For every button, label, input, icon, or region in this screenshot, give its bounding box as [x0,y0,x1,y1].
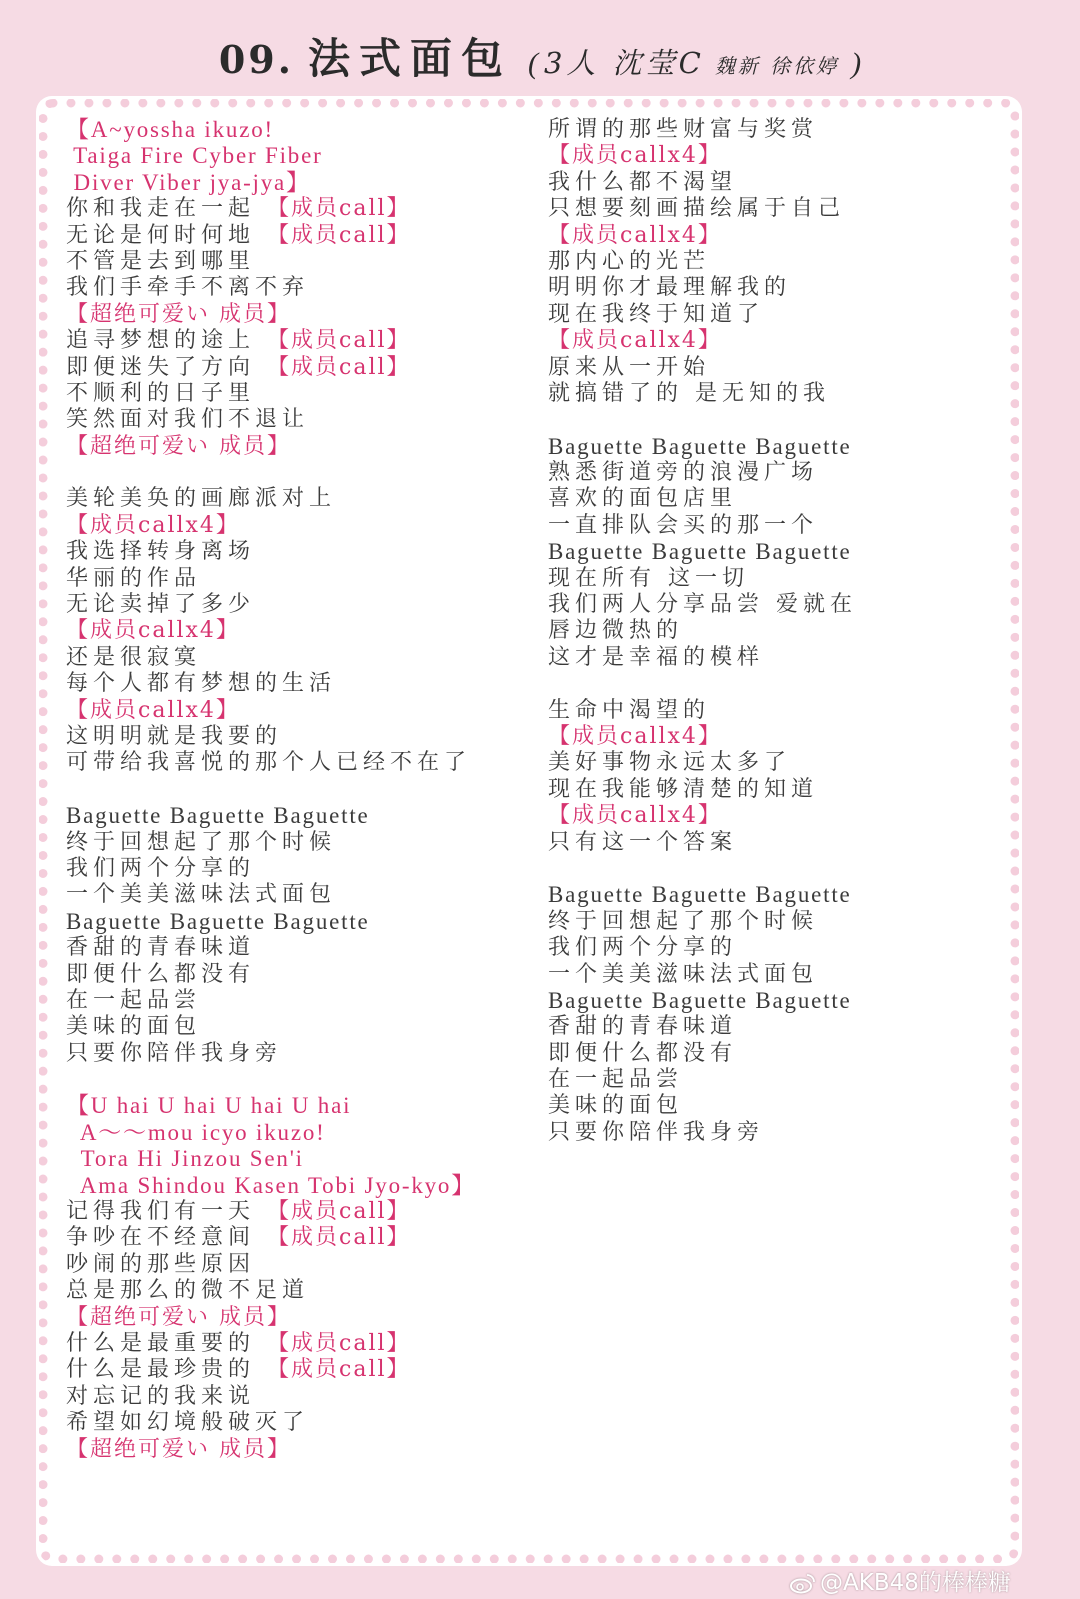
lyrics-column-left [66,117,542,1463]
lyric-line [548,724,998,750]
member-call: 【A~yossha ikuzo! [66,117,274,142]
lyric-line [548,486,998,512]
lyric-line [66,882,542,908]
lyric-line [66,1199,542,1225]
member-call: 【成员callx4】 [66,697,240,723]
lyric-line [548,750,998,776]
lyric-line [66,117,542,143]
lyric-text: 现在所有 这一切 [548,565,749,591]
lyric-text: 我们两人分享品尝 爱就在 [548,592,857,618]
member-call: 【超绝可爱い 成员】 [66,433,291,459]
lyric-line [66,830,542,856]
lyric-line [66,143,542,169]
lyric-line [548,592,998,618]
lyric-line [548,249,998,275]
lyric-text: 在一起品尝 [66,987,202,1013]
member-call: 【成员call】 [267,196,411,222]
blank-line [66,1067,542,1093]
lyric-text: 不管是去到哪里 [66,248,256,274]
lyric-line [66,698,542,724]
lyric-text: 终于回想起了那个时候 [548,908,819,934]
lyric-text: 这明明就是我要的 [66,723,283,749]
member-call: 【成员callx4】 [548,803,722,829]
lyric-line [548,1014,998,1040]
song-title [0,26,1080,92]
lyric-text: 香甜的青春味道 [66,935,256,961]
paren-close: ) [851,47,862,80]
lyric-line [548,988,998,1014]
lyric-line [548,223,998,249]
member-call: Diver Viber jya-jya】 [66,169,311,195]
lyric-line [548,935,998,961]
lyric-line [66,223,542,249]
lyric-text: 即便什么都没有 [548,1040,738,1066]
lyric-line [548,460,998,486]
member-call: 【U hai U hai U hai U hai [66,1093,352,1119]
lyric-line [548,434,998,460]
lyric-line [66,1437,542,1463]
lyric-line [66,566,542,592]
lyric-line [548,830,998,856]
lyric-line [66,381,542,407]
lyric-line [66,1252,542,1278]
lyric-line [66,1278,542,1304]
lyric-text: Baguette Baguette Baguette [548,987,852,1013]
lyric-line [66,1120,542,1146]
lyric-line [548,1067,998,1093]
member-call: Tora Hi Jinzou Sen'i [66,1146,304,1172]
track-number: 09. [218,37,294,82]
lyric-line [548,381,998,407]
lyric-text: 一个美美滋味法式面包 [66,882,337,908]
member-call: 【成员call】 [267,222,411,248]
lyric-line [548,698,998,724]
lyric-text: 现在我终于知道了 [548,301,765,327]
lyric-text: 我们两个分享的 [66,855,256,881]
lyric-text: 即便什么都没有 [66,961,256,987]
member-call: 【超绝可爱い 成员】 [66,1304,291,1330]
lyric-text: 美味的面包 [548,1093,684,1119]
lyric-line [548,302,998,328]
member-call: 【成员callx4】 [548,222,722,248]
lyric-line [66,539,542,565]
member-call: Ama Shindou Kasen Tobi Jyo-kyo】 [66,1172,477,1198]
lyric-line [66,1146,542,1172]
lyric-text: 终于回想起了那个时候 [66,829,337,855]
lyric-line [66,407,542,433]
lyric-text: 原来从一开始 [548,354,711,380]
lyrics-panel [36,96,1022,1566]
member-call: A～～mou icyo ikuzo! [66,1119,326,1145]
lyric-line [66,513,542,539]
lyric-line [548,1041,998,1067]
lyric-text: 还是很寂寞 [66,644,202,670]
lyric-line [548,170,998,196]
watermark-text: @AKB48的棒棒糖 [820,1570,1011,1596]
lyric-text: 只有这一个答案 [548,829,738,855]
lyric-text: 无论卖掉了多少 [66,592,256,618]
lyric-text: 可带给我喜悦的那个人已经不在了 [66,750,472,776]
lyric-line [66,1357,542,1383]
lyric-line [548,196,998,222]
lyric-text: Baguette Baguette Baguette [548,539,852,565]
lyric-line [66,328,542,354]
lyric-line [66,909,542,935]
song-name: 法式面包 [307,34,512,83]
lyric-line [66,1225,542,1251]
lyric-line [548,777,998,803]
lyric-line [66,724,542,750]
lyric-line [66,170,542,196]
lyric-text: 这才是幸福的模样 [548,644,765,670]
lyric-text: 只想要刻画描绘属于自己 [548,196,846,222]
weibo-icon [790,1572,816,1594]
member-call: 【成员callx4】 [548,723,722,749]
member-call: 【成员call】 [267,1330,411,1356]
lyric-text: 现在我能够清楚的知道 [548,776,819,802]
lyric-text: 一直排队会买的那一个 [548,512,819,538]
lyric-line [548,513,998,539]
lyric-line [548,539,998,565]
lyric-text: 只要你陪伴我身旁 [66,1040,283,1066]
lyric-text: 那内心的光芒 [548,248,711,274]
lyric-line [66,1331,542,1357]
lyric-line [548,618,998,644]
lyric-line [66,355,542,381]
member-call: 【成员call】 [267,354,411,380]
lyric-text: 华丽的作品 [66,565,202,591]
lyric-line [66,1041,542,1067]
member-call: 【成员call】 [267,1357,411,1383]
lyric-text: Baguette Baguette Baguette [548,433,852,459]
member-call: 【超绝可爱い 成员】 [66,1436,291,1462]
member-call: 【成员call】 [267,1225,411,1251]
lyric-line [548,143,998,169]
member-call: 【成员callx4】 [66,512,240,538]
lyric-text: 喜欢的面包店里 [548,486,738,512]
lyric-text: 我们手牵手不离不弃 [66,275,310,301]
lyric-line [548,909,998,935]
lyric-line [548,1093,998,1119]
member-call: 【成员callx4】 [66,618,240,644]
lyric-text: 总是那么的微不足道 [66,1278,310,1304]
lyric-text: 唇边微热的 [548,618,684,644]
lyric-text: 什么是最重要的 [66,1330,267,1356]
lyric-line [66,750,542,776]
lyrics-column-right [548,117,998,1146]
lyric-line [66,592,542,618]
lyric-text: 无论是何时何地 [66,222,267,248]
lyric-text: 吵闹的那些原因 [66,1251,256,1277]
lyric-line [548,566,998,592]
lyric-line [66,275,542,301]
lyric-line [548,645,998,671]
lyric-line [548,962,998,988]
lyric-line [66,1014,542,1040]
lyric-text: 对忘记的我来说 [66,1383,256,1409]
blank-line [66,777,542,803]
lyric-line [66,249,542,275]
lyric-text: 我选择转身离场 [66,539,256,565]
lyric-text: 什么是最珍贵的 [66,1357,267,1383]
lyric-text: 明明你才最理解我的 [548,275,792,301]
lyric-line [548,117,998,143]
lyric-text: 争吵在不经意间 [66,1225,267,1251]
lyric-line [548,355,998,381]
lyric-line [548,882,998,908]
lyric-text: 希望如幻境般破灭了 [66,1410,310,1436]
lyric-text: 我们两个分享的 [548,935,738,961]
lyric-line [66,1173,542,1199]
lyric-text: 美味的面包 [66,1014,202,1040]
lyric-line [66,434,542,460]
lyric-line [66,1305,542,1331]
blank-line [548,407,998,433]
lyric-line [548,1120,998,1146]
paren-open: ( [527,47,538,80]
lyric-text: 每个人都有梦想的生活 [66,671,337,697]
watermark [790,1569,1011,1597]
lyric-text: 笑然面对我们不退让 [66,407,310,433]
member-call: 【成员callx4】 [548,143,722,169]
lyric-line [66,1384,542,1410]
lyric-line [66,856,542,882]
lyric-text: Baguette Baguette Baguette [548,882,852,908]
blank-line [548,856,998,882]
lyric-line [66,1410,542,1436]
lyric-line [66,803,542,829]
member-call: Taiga Fire Cyber Fiber [66,143,323,169]
lyric-line [548,803,998,829]
lyric-text: 就搞错了的 是无知的我 [548,380,830,406]
lyric-text: 所谓的那些财富与奖赏 [548,117,819,142]
lyric-text: 香甜的青春味道 [548,1014,738,1040]
lyric-text: 记得我们有一天 [66,1199,267,1225]
lyric-line [548,328,998,354]
member-call: 【成员call】 [267,1199,411,1225]
unit-members-main: 3人 沈莹C [543,46,705,80]
lyric-text: 不顺利的日子里 [66,380,256,406]
lyric-line [66,486,542,512]
lyric-line [66,302,542,328]
lyric-text: 熟悉街道旁的浪漫广场 [548,460,819,486]
lyric-line [66,1093,542,1119]
lyric-text: 美好事物永远太多了 [548,750,792,776]
lyric-text: 你和我走在一起 [66,196,267,222]
lyric-text: 美轮美奂的画廊派对上 [66,486,337,512]
lyric-line [66,962,542,988]
lyric-line [66,671,542,697]
member-call: 【成员callx4】 [548,328,722,354]
lyric-text: Baguette Baguette Baguette [66,908,370,934]
lyric-text: 在一起品尝 [548,1067,684,1093]
lyric-line [548,275,998,301]
lyric-line [66,988,542,1014]
lyric-text: 一个美美滋味法式面包 [548,961,819,987]
lyric-text: Baguette Baguette Baguette [66,803,370,829]
member-call: 【超绝可爱い 成员】 [66,301,291,327]
lyric-text: 即便迷失了方向 [66,354,267,380]
lyric-text: 追寻梦想的途上 [66,328,267,354]
lyric-text: 生命中渴望的 [548,697,711,723]
member-call: 【成员call】 [267,328,411,354]
blank-line [548,671,998,697]
lyric-line [66,645,542,671]
lyric-text: 只要你陪伴我身旁 [548,1119,765,1145]
lyric-line [66,935,542,961]
blank-line [66,460,542,486]
lyric-text: 我什么都不渴望 [548,169,738,195]
unit-members-sub: 魏新 徐依婷 [714,54,840,78]
lyric-line [66,196,542,222]
lyric-line [66,618,542,644]
